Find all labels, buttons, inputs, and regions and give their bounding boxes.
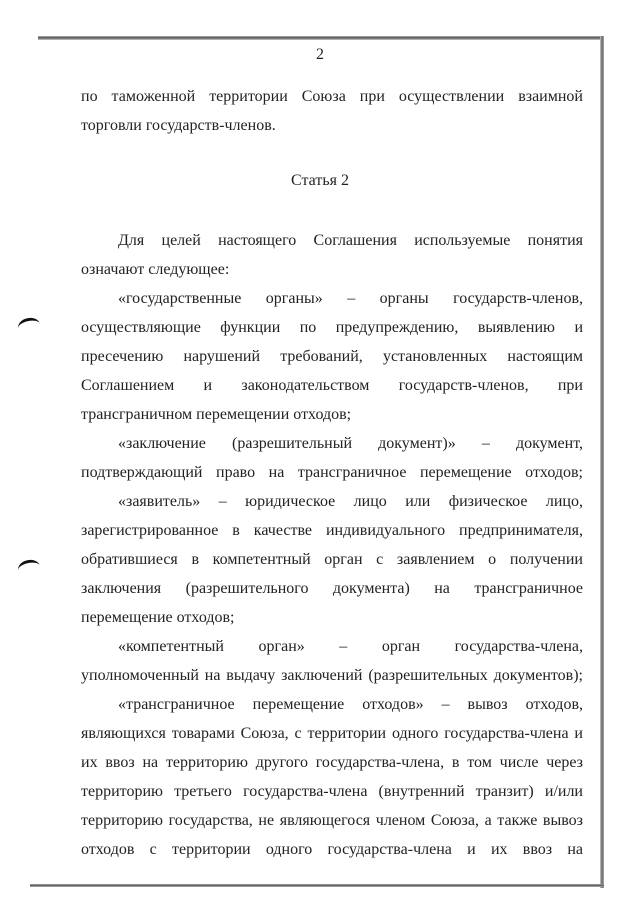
definitions-body [81, 226, 583, 864]
text-line: Соглашением и законодательством государств-членов, при [81, 377, 583, 394]
text-line: уполномоченный на выдачу заключений (разрешительных документов); [81, 667, 583, 684]
text-line: «трансграничное перемещение отходов» – вывоз отходов, [118, 696, 583, 713]
text-line: перемещение отходов; [81, 609, 235, 626]
text-line: «заявитель» – юридическое лицо или физическое лицо, [118, 493, 583, 510]
text-line: являющихся товарами Союза, с территории одного государства-члена и [81, 725, 583, 742]
text-line: их ввоз на территорию другого государства-члена, в том числе через [81, 754, 583, 771]
text-line: «компетентный орган» – орган государства-члена, [118, 638, 583, 655]
text-line: пресечению нарушений требований, установленных настоящим [81, 348, 583, 365]
text-line: «заключение (разрешительный документ)» – документ, [118, 435, 583, 452]
text-line: обратившиеся в компетентный орган с заявлением о получении [81, 551, 583, 568]
text-line: осуществляющие функции по предупреждению, выявлению и [81, 319, 583, 336]
article-heading: Статья 2 [291, 172, 349, 189]
page-border-top [38, 36, 604, 40]
text-line: территорию государства, не являющегося членом Союза, а также вывоз [81, 812, 583, 829]
text-line: зарегистрированное в качестве индивидуального предпринимателя, [81, 522, 583, 539]
text-line: по таможенной территории Союза при осуществлении взаимной [81, 88, 583, 105]
text-line: заключения (разрешительного документа) на трансграничное [81, 580, 583, 597]
text-line: подтверждающий право на трансграничное перемещение отходов; [81, 464, 583, 481]
text-line: Для целей настоящего Соглашения используемые понятия [118, 232, 583, 249]
page-border-bottom [30, 884, 604, 887]
text-line: трансграничном перемещении отходов; [81, 406, 352, 423]
punch-hole-mark [17, 558, 42, 578]
page-border-right [600, 36, 604, 888]
text-line: отходов с территории одного государства-члена и их ввоз на [81, 841, 583, 858]
text-line: означают следующее: [81, 261, 230, 278]
page-number: 2 [316, 46, 324, 63]
text-line: «государственные органы» – органы государств-членов, [118, 290, 583, 307]
text-line: территорию третьего государства-члена (внутренний транзит) и/или [81, 783, 583, 800]
intro-paragraph [81, 82, 583, 140]
text-line: торговли государств-членов. [81, 117, 276, 134]
punch-hole-mark [17, 316, 42, 336]
